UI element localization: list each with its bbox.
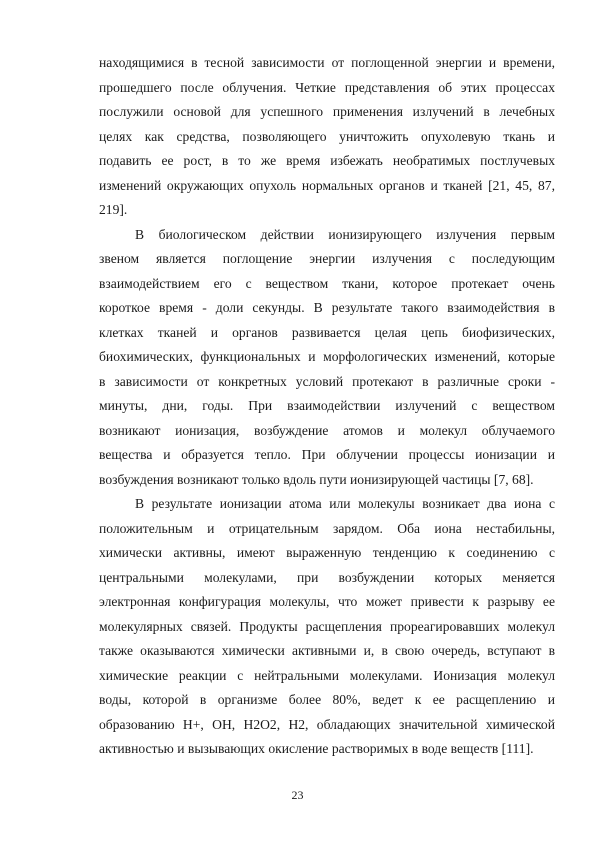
text-line: клетках тканей и органов развивается целая цепь биофизических,	[99, 324, 555, 340]
paragraph-1	[99, 51, 555, 223]
text-line: послужили основой для успешного применения излучений в лечебных	[99, 104, 555, 119]
text-line: возбуждения возникают только вдоль пути ионизирующей частицы [7, 68].	[99, 471, 534, 487]
text-line: химические реакции с нейтральными молекулами. Ионизация молекул	[99, 667, 555, 683]
text-line: активностью и вызывающих окисление растворимых в воде веществ [111].	[99, 741, 534, 756]
text-line: прошедшего после облучения. Четкие представления об этих процессах	[99, 79, 555, 95]
text-line: минуты, дни, годы. При взаимодействии излучений с веществом	[99, 398, 555, 413]
text-line: возникают ионизация, возбуждение атомов и молекул облучаемого	[99, 422, 555, 438]
text-line: изменений окружающих опухоль нормальных органов и тканей [21, 45, 87,	[99, 177, 555, 193]
text-line: находящимися в тесной зависимости от поглощенной энергии и времени,	[99, 55, 555, 70]
text-line: электронная конфигурация молекулы, что может привести к разрыву ее	[99, 594, 555, 609]
text-line: также оказываются химически активными и, в свою очередь, вступают в	[99, 643, 555, 658]
text-line: положительным и отрицательным зарядом. Оба иона нестабильны,	[99, 520, 555, 536]
text-line: 219].	[99, 202, 128, 217]
text-line: в зависимости от конкретных условий протекают в различные сроки -	[99, 373, 555, 389]
text-line: центральными молекулами, при возбуждении которых меняется	[99, 569, 555, 585]
document-body	[99, 51, 555, 762]
text-line: В результате ионизации атома или молекулы возникает два иона с	[135, 496, 555, 511]
text-line: короткое время - доли секунды. В результате такого взаимодействия в	[99, 300, 555, 315]
text-line: вещества и образуется тепло. При облучении процессы ионизации и	[99, 447, 555, 462]
text-line: молекулярных связей. Продукты расщепления прореагировавших молекул	[99, 618, 555, 634]
paragraph-3	[99, 492, 555, 762]
paragraph-2	[99, 223, 555, 493]
text-line: воды, которой в организме более 80%, ведет к ее расщеплению и	[99, 692, 555, 707]
text-line: взаимодействием его с веществом ткани, которое протекает очень	[99, 275, 555, 291]
page-number: 23	[291, 788, 304, 802]
text-line: химически активны, имеют выраженную тенденцию к соединению с	[99, 545, 555, 560]
text-line: целях как средства, позволяющего уничтожить опухолевую ткань и	[99, 128, 555, 144]
text-line: В биологическом действии ионизирующего излучения первым	[135, 226, 555, 242]
text-line: звеном является поглощение энергии излучения с последующим	[99, 251, 555, 266]
text-line: образованию H+, OH, H2O2, H2, обладающих значительной химической	[99, 716, 555, 732]
text-line: подавить ее рост, в то же время избежать необратимых постлучевых	[99, 153, 555, 168]
text-line: биохимических, функциональных и морфологических изменений, которые	[99, 349, 555, 364]
